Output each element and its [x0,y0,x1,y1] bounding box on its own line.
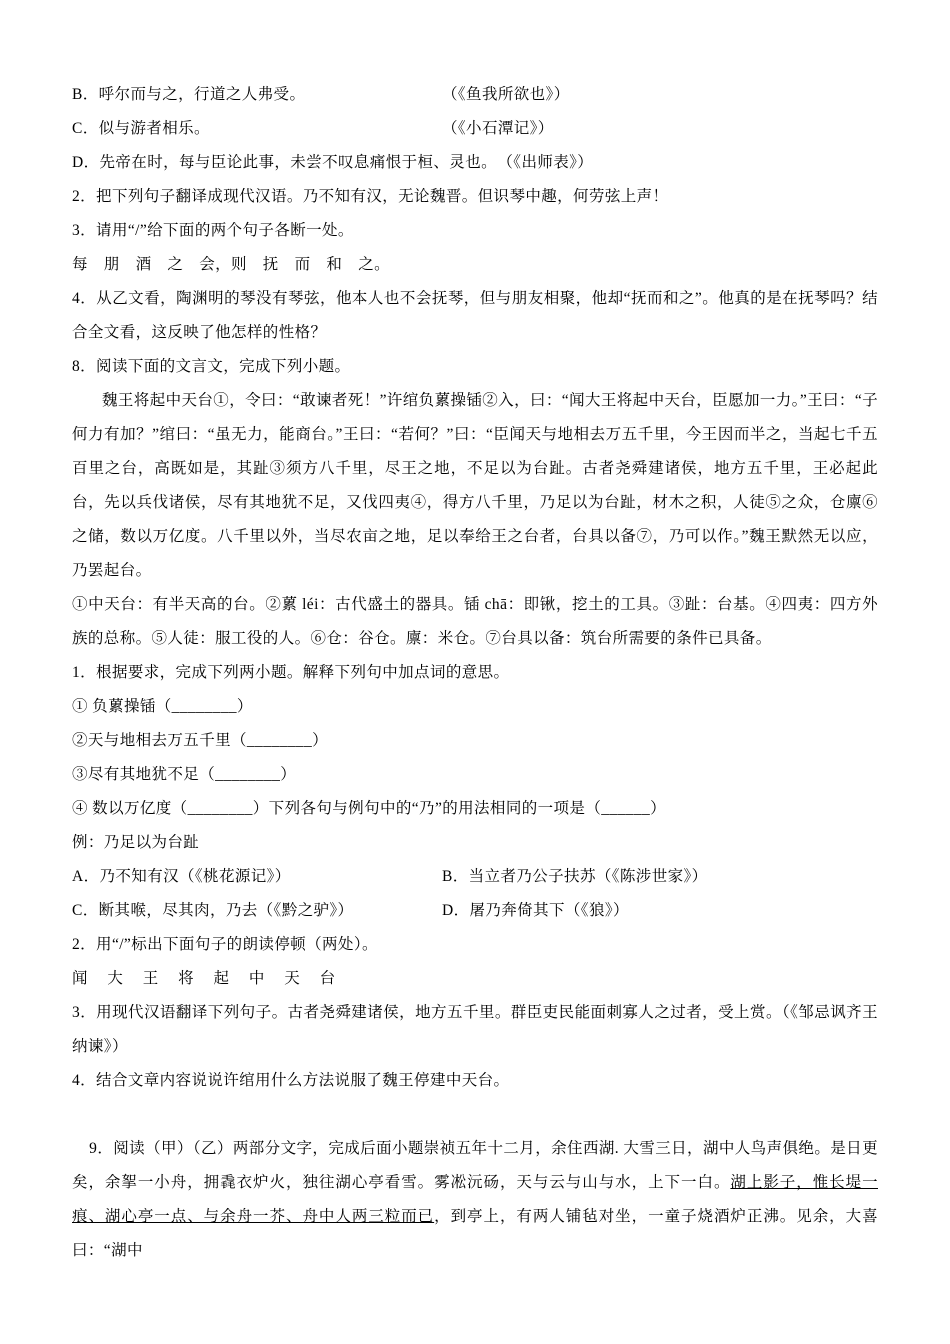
option-c-text: C．似与游者相乐。 [72,120,210,137]
question-9-stem-text: 9．阅读（甲）（乙）两部分文字，完成后面小题崇祯五年十二月，余住西湖. 大雪三日，湖中人鸟声俱绝。是日更矣，余挐一小舟，拥毳衣炉火，独往湖心亭看雪。雾凇沅砀，天与云与山与水，上下一白。湖上影子，惟长堤一痕、湖心亭一点、与余舟一芥、舟中人两三粒而已，到亭上，有两人铺毡对坐，一童子烧酒炉正沸。见余，大喜曰：“湖中 [72,1140,878,1259]
question-8-1-example: 例：乃足以为台趾 [72,834,200,851]
underlined-passage: 湖上影子，惟长堤一痕、湖心亭一点、与余舟一芥、舟中人两三粒而已 [72,1174,878,1225]
question-7-4: 4．从乙文看，陶渊明的琴没有琴弦，他本人也不会抚琴，但与朋友相聚，他却“抚而和之”。他真的是在抚琴吗？结合全文看，这反映了他怎样的性格？ [72,290,878,341]
question-8-1-item-3: ③尽有其地犹不足（________） [72,766,297,783]
question-8-1-options-ab [72,860,878,894]
option-line-c [72,112,878,146]
question-7-3-sentence: 每 朋 酒 之 会，则 抚 而 和 之。 [72,256,391,273]
question-8-1-item-2: ②天与地相去万五千里（________） [72,732,329,749]
option-b-text: B．呼尔而与之，行道之人弗受。 [72,86,306,103]
question-7-2: 2．把下列句子翻译成现代汉语。乃不知有汉，无论魏晋。但识琴中趣，何劳弦上声！ [72,188,669,205]
question-8-2: 2．用“/”标出下面句子的朗读停顿（两处）。 [72,936,378,953]
question-8-1-options-cd [72,894,878,928]
question-8-3: 3．用现代汉语翻译下列句子。古者尧舜建诸侯，地方五千里。群臣吏民能面刺寡人之过者，受上赏。（《邹忌讽齐王纳谏》） [72,1004,878,1055]
option-a-text: A．乃不知有汉（《桃花源记》） [72,868,291,885]
question-8-4: 4．结合文章内容说说许绾用什么方法说服了魏王停建中天台。 [72,1072,510,1089]
option-c-reference: （《小石潭记》） [442,120,554,137]
question-7-3: 3．请用“/”给下面的两个句子各断一处。 [72,222,354,239]
question-8-1: 1．根据要求，完成下列两小题。解释下列句中加点词的意思。 [72,664,510,681]
question-8-1-item-1: ① 负蔂操锸（________） [72,698,253,715]
option-b-text: B．当立者乃公子扶苏（《陈涉世家》） [442,868,708,885]
option-line-b [72,78,878,112]
question-8-passage: 魏王将起中天台①，令曰：“敢谏者死！”许绾负蔂操锸②入，曰：“闻大王将起中天台，臣愿加一力。”王曰：“子何力有加？”绾曰：“虽无力，能商台。”王曰：“若何？”曰：“臣闻天与地相去万五千里，今王因而半之，当起七千五百里之台，高既如是，其趾③须方八千里，尽王之地，不足以为台趾。古者尧舜建诸侯，地方五千里，王必起此台，先以兵伐诸侯，尽有其地犹不足，又伐四夷④，得方八千里，乃足以为台趾，材木之积，人徒⑤之众，仓廪⑥之储，数以万亿度。八千里以外，当尽农亩之地，足以奉给王之台者，台具以备⑦，乃可以作。”魏王默然无以应，乃罢起台。 [72,392,878,579]
question-9-stem [72,1098,878,1302]
option-d-text: D．屠乃奔倚其下（《狼》） [442,902,629,919]
question-8-stem: 8．阅读下面的文言文，完成下列小题。 [72,358,351,375]
option-b-reference: （《鱼我所欲也》） [442,86,570,103]
option-line-d: D．先帝在时，每与臣论此事，未尝不叹息痛恨于桓、灵也。 （《出师表》） [72,154,594,171]
option-c-text: C．断其喉，尽其肉，乃去（《黔之驴》） [72,902,354,919]
question-8-1-item-4: ④ 数以万亿度（________）下列各句与例句中的“乃”的用法相同的一项是（______） [72,800,667,817]
question-8-notes: ①中天台：有半天高的台。②蔂 léi：古代盛土的器具。锸 chā：即锹，挖土的工具。③趾：台基。④四夷：四方外族的总称。⑤人徒：服工役的人。⑥仓：谷仓。廪：米仓。⑦台具以备：筑台所需要的条件已具备。 [72,596,878,647]
question-8-2-sentence: 闻 大 王 将 起 中 天 台 [72,970,344,987]
